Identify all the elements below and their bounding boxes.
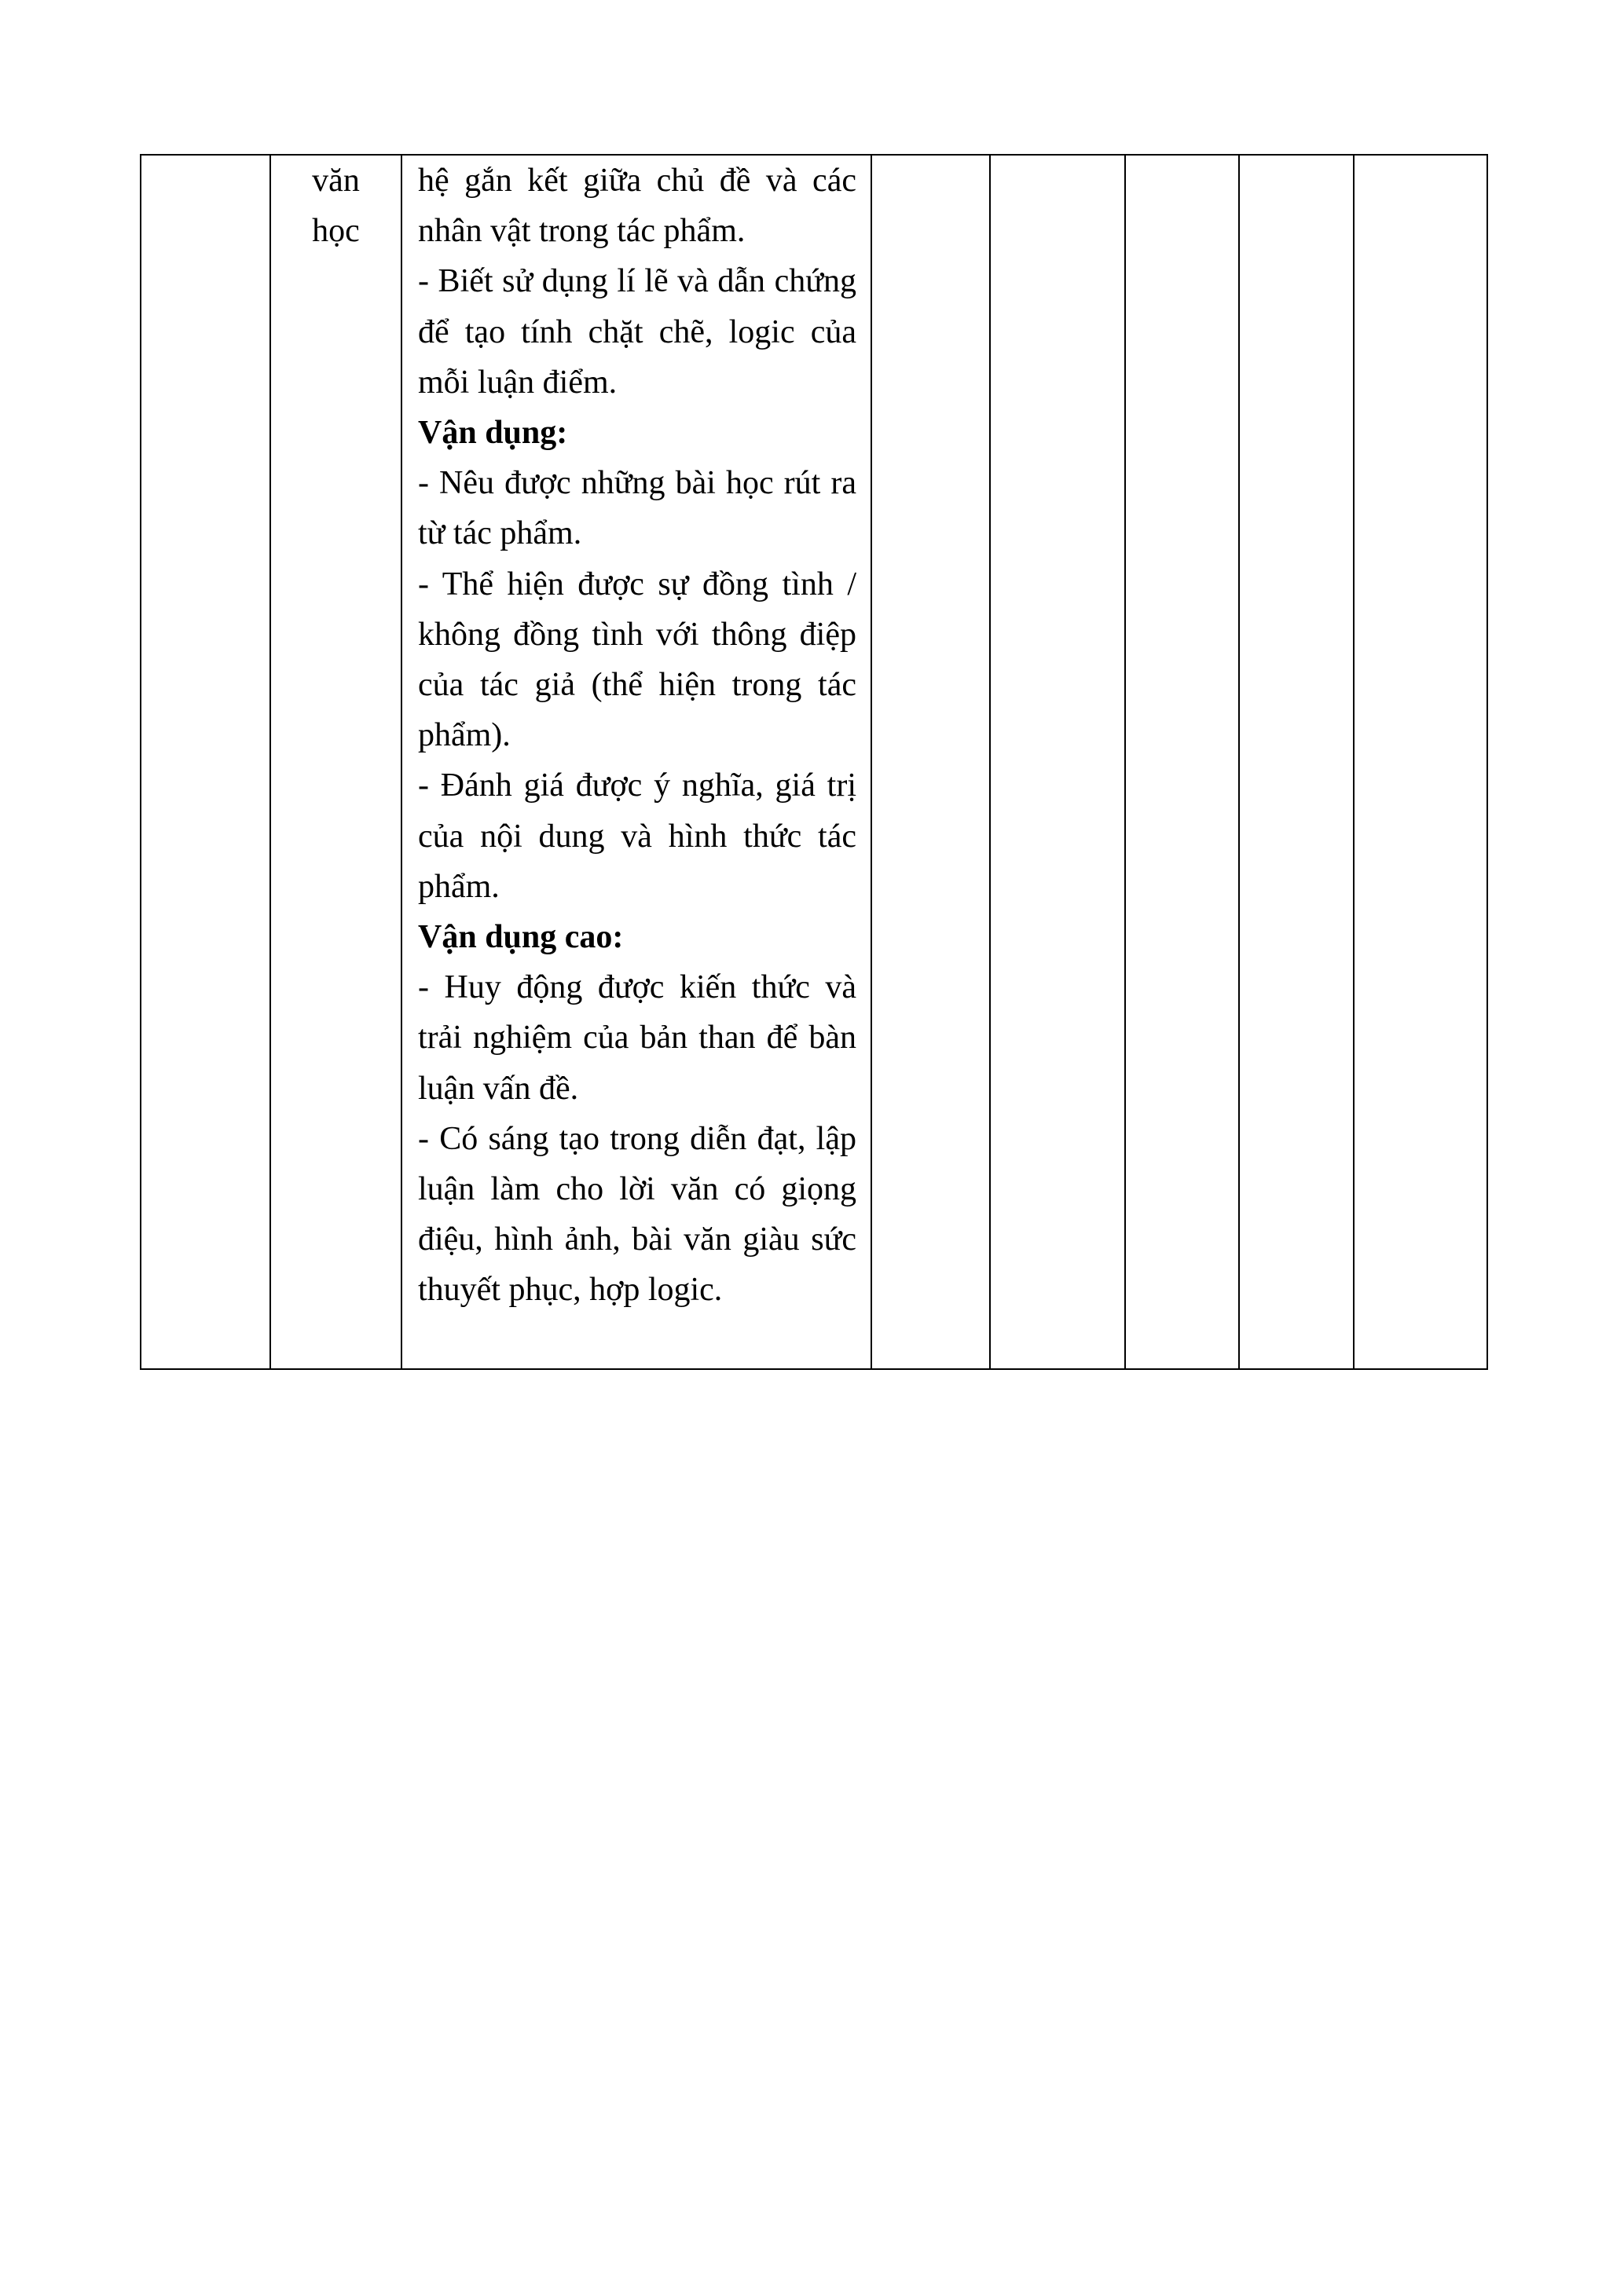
cell-total xyxy=(1354,155,1487,1369)
heading-apply-high: Vận dụng cao: xyxy=(418,919,624,956)
desc-intro: hệ gắn kết giữa chủ đề và các nhân vật trong tác phẩm. xyxy=(418,163,856,250)
desc-agree: - Thể hiện được sự đồng tình / không đồng tình với thông điệp của tác giả (thể hiện trong tác phẩm). xyxy=(418,566,856,754)
desc-evidence: - Biết sử dụng lí lẽ và dẫn chứng để tạo tính chặt chẽ, logic của mỗi luận điểm. xyxy=(418,263,856,401)
spec-matrix-table xyxy=(140,154,1488,1370)
desc-lessons: - Nêu được những bài học rút ra từ tác phẩm. xyxy=(418,465,856,552)
topic-line-2: học xyxy=(312,213,360,249)
cell-topic xyxy=(270,155,401,1369)
desc-creative: - Có sáng tạo trong diễn đạt, lập luận làm cho lời văn có giọng điệu, hình ảnh, bài văn giàu sức thuyết phục, hợp logic. xyxy=(418,1120,856,1309)
cell-count-know xyxy=(871,155,990,1369)
heading-apply: Vận dụng: xyxy=(418,415,568,452)
cell-count-apply xyxy=(1125,155,1239,1369)
table-row xyxy=(141,155,1487,1369)
desc-evaluate: - Đánh giá được ý nghĩa, giá trị của nội dung và hình thức tác phẩm. xyxy=(418,767,856,905)
cell-description xyxy=(401,155,871,1369)
topic-line-1: văn xyxy=(312,163,360,199)
cell-index xyxy=(141,155,270,1369)
cell-count-apply-high xyxy=(1239,155,1354,1369)
cell-count-understand xyxy=(990,155,1125,1369)
desc-mobilize: - Huy động được kiến thức và trải nghiệm của bản than để bàn luận vấn đề. xyxy=(418,969,856,1107)
